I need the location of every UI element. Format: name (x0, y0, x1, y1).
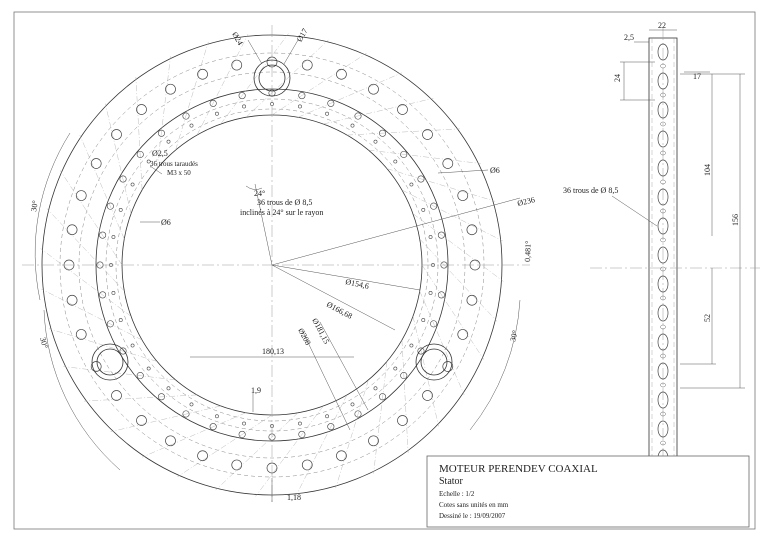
radial-line-30 (136, 77, 142, 190)
radial-line-34 (221, 34, 289, 124)
radial-line-14 (336, 380, 369, 488)
radial-line-19 (142, 413, 246, 457)
tapped-hole-5 (394, 160, 397, 163)
radial-line-32 (176, 42, 209, 150)
dim-d17: Ø17 (294, 26, 310, 44)
outer-hole-6 (443, 159, 453, 169)
outer-hole-3 (369, 84, 379, 94)
radial-line-10 (420, 291, 464, 395)
radial-line-15 (296, 395, 347, 496)
dim-d208: Ø208 (296, 326, 313, 347)
title-block-date: Dessiné le : 19/09/2007 (439, 512, 506, 520)
radial-line-7 (413, 214, 503, 282)
title-block-scale: Echelle : 1/2 (439, 490, 475, 498)
tapped-hole-25 (119, 318, 122, 321)
front-leaders (35, 40, 520, 502)
dim-width-22: 22 (658, 21, 666, 30)
outer-hole-13 (423, 390, 433, 400)
outer-hole-19 (232, 460, 242, 470)
outer-hole-7 (458, 191, 468, 201)
note-tapped-thread: M3 x 50 (167, 169, 191, 177)
radial-line-22 (63, 366, 175, 379)
dim-height-156: 156 (731, 214, 740, 226)
tapped-hole-2 (325, 112, 328, 115)
title-block-units: Cotes sans unités en mm (439, 501, 509, 509)
outer-hole-10 (467, 295, 477, 305)
outer-hole-29 (76, 191, 86, 201)
sheet-border (14, 12, 755, 529)
title-block-title: MOTEUR PERENDEV COAXIAL (439, 463, 598, 475)
dim-d181-15: Ø181,15 (310, 316, 332, 346)
dim-angle-0-481: 0,481° (523, 240, 533, 263)
dim-d166-68: Ø166,68 (325, 299, 354, 321)
tapped-hole-10 (429, 291, 432, 294)
tapped-hole-23 (147, 367, 150, 370)
tapped-hole-7 (422, 208, 425, 211)
tapped-hole-1 (298, 105, 301, 108)
outer-hole-31 (111, 130, 121, 140)
radial-line-16 (256, 406, 324, 496)
dim-height-17: 17 (693, 72, 701, 81)
tapped-hole-6 (410, 183, 413, 186)
dim-1-9: 1,9 (251, 386, 261, 395)
dim-d2-5: Ø2,5 (152, 149, 168, 158)
dim-height-24: 24 (613, 74, 622, 82)
radial-line-28 (80, 135, 124, 239)
tapped-hole-22 (167, 387, 170, 390)
radial-line-35 (246, 40, 328, 117)
tapped-hole-33 (190, 124, 193, 127)
outer-hole-28 (67, 225, 77, 235)
radial-line-9 (422, 265, 484, 360)
outer-hole-8 (467, 225, 477, 235)
tapped-hole-8 (429, 235, 432, 238)
note-side-holes: 36 trous de Ø 8,5 (563, 186, 619, 195)
dim-d236: Ø236 (516, 195, 536, 208)
tapped-hole-32 (167, 140, 170, 143)
dim-d24: Ø24 (230, 30, 245, 47)
tapped-hole-19 (242, 422, 245, 425)
outer-hole-2 (336, 69, 346, 79)
radial-line-3 (347, 129, 460, 135)
radial-line-12 (402, 340, 408, 453)
radial-line-8 (420, 239, 497, 321)
tapped-hole-11 (422, 318, 425, 321)
outer-hole-34 (198, 69, 208, 79)
outer-hole-35 (232, 60, 242, 70)
outer-hole-4 (397, 104, 407, 114)
tapped-hole-21 (190, 403, 193, 406)
tapped-hole-28 (112, 235, 115, 238)
outer-hole-16 (336, 451, 346, 461)
outer-hole-15 (369, 436, 379, 446)
outer-hole-21 (166, 436, 176, 446)
outer-hole-26 (67, 295, 77, 305)
note-holes-count: 36 trous de Ø 8,5 (257, 198, 313, 207)
tapped-hole-17 (298, 422, 301, 425)
radial-line-6 (402, 190, 503, 241)
radial-line-4 (368, 150, 480, 163)
outer-hole-14 (397, 416, 407, 426)
dim-angle-30-left: 30° (38, 336, 50, 350)
dim-d154-6: Ø154,6 (344, 277, 370, 291)
title-block (427, 456, 749, 527)
side-dimensions (612, 30, 745, 388)
tapped-hole-26 (112, 291, 115, 294)
dim-height-104: 104 (703, 164, 712, 176)
radial-line-17 (216, 413, 298, 490)
outer-hole-33 (166, 84, 176, 94)
note-holes-angle: inclinés à 24° sur le rayon (240, 208, 324, 217)
radial-line-13 (373, 361, 386, 473)
tapped-hole-15 (351, 403, 354, 406)
radial-line-25 (41, 249, 131, 317)
radial-line-24 (41, 289, 142, 340)
mounting-hole-right (416, 344, 452, 380)
title-block-subtitle: Stator (439, 476, 463, 487)
tapped-hole-14 (374, 387, 377, 390)
tapped-hole-12 (410, 344, 413, 347)
outer-hole-1 (302, 60, 312, 70)
dim-2-5: 2,5 (624, 33, 634, 42)
tapped-hole-29 (119, 208, 122, 211)
outer-hole-30 (91, 159, 101, 169)
dim-d6-right: Ø6 (490, 166, 500, 175)
outer-hole-20 (198, 451, 208, 461)
tapped-hole-24 (131, 344, 134, 347)
outer-hole-25 (76, 329, 86, 339)
dim-height-52: 52 (703, 314, 712, 322)
radial-line-5 (387, 169, 495, 202)
tapped-hole-30 (131, 183, 134, 186)
outer-hole-11 (458, 329, 468, 339)
outer-hole-5 (423, 130, 433, 140)
tapped-hole-16 (325, 415, 328, 418)
side-view (590, 28, 760, 505)
radial-line-1 (298, 73, 402, 117)
dim-1-18: 1,18 (287, 493, 301, 502)
radial-line-21 (84, 395, 197, 401)
dim-angle-30-top: 30° (29, 199, 40, 213)
tapped-hole-3 (351, 124, 354, 127)
outer-hole-32 (137, 104, 147, 114)
outer-hole-17 (302, 460, 312, 470)
dim-180-13: 180,13 (262, 347, 284, 356)
tapped-hole-4 (374, 140, 377, 143)
outer-hole-22 (137, 416, 147, 426)
outer-hole-23 (111, 390, 121, 400)
dim-angle-30-right: 30° (508, 329, 520, 343)
dim-angle-24: 24° (254, 189, 266, 198)
radial-line-26 (47, 209, 124, 291)
tapped-hole-13 (394, 367, 397, 370)
note-tapped-holes: 36 trous taraudés (150, 160, 198, 168)
radial-line-33 (197, 34, 248, 135)
dim-d6-left: Ø6 (161, 218, 171, 227)
tapped-hole-20 (215, 415, 218, 418)
tapped-hole-34 (215, 112, 218, 115)
tapped-hole-35 (242, 105, 245, 108)
